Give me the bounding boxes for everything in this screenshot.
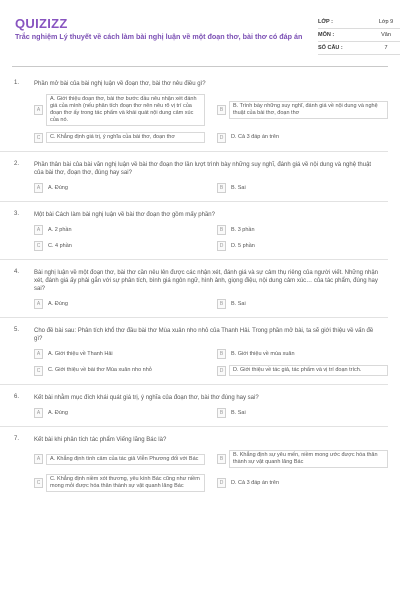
answer-options <box>34 183 388 193</box>
answer-text: D. Giới thiệu về tác giả, tác phẩm và vị trí đoạn trích. <box>229 365 388 376</box>
worksheet-title: Trắc nghiệm Lý thuyết về cách làm bài nghị luận về một đoạn thơ, bài thơ có đáp án <box>15 32 303 41</box>
answer-text: B. Sai <box>231 300 246 307</box>
answer-option-a[interactable] <box>34 225 205 235</box>
answer-option-c[interactable] <box>34 365 205 376</box>
question-item <box>12 211 388 251</box>
question-item <box>12 327 388 376</box>
meta-count-row <box>318 42 400 55</box>
question-divider <box>0 317 388 318</box>
answer-text: C. Giới thiệu về bài thơ Mùa xuân nho nhỏ <box>48 367 152 373</box>
question-number: 7. <box>14 436 20 442</box>
answer-option-b[interactable] <box>217 299 388 309</box>
question-item <box>12 394 388 418</box>
answer-letter-box: B <box>217 349 226 359</box>
answer-options <box>34 408 388 418</box>
header-divider <box>12 66 388 67</box>
meta-class-label: LỚP : <box>318 19 333 25</box>
meta-count-value: 7 <box>384 45 388 51</box>
answer-letter-box: B <box>217 225 226 235</box>
answer-letter-box: A <box>34 183 43 193</box>
answer-text: C. Khẳng định giá trị, ý nghĩa của bài thơ, đoạn thơ <box>46 132 205 143</box>
meta-count-label: SỐ CÂU : <box>318 45 343 51</box>
answer-letter-box: B <box>217 408 226 418</box>
answer-options <box>34 299 388 309</box>
question-divider <box>0 201 388 202</box>
answer-text: B. Trình bày những suy nghĩ, đánh giá về nội dung và nghệ thuật của bài thơ, đoạn thơ <box>229 101 388 119</box>
answer-letter-box: C <box>34 478 43 488</box>
question-number: 6. <box>14 394 20 400</box>
answer-text: B. Sai <box>231 184 246 191</box>
question-number: 1. <box>14 80 20 86</box>
question-item <box>12 80 388 143</box>
answer-text: B. Khẳng định sự yêu mến, niềm mong ước được hóa thân thành sự vật quanh lăng Bác <box>229 450 388 468</box>
question-text: Cho đề bài sau: Phân tích khổ thơ đầu bài thơ Mùa xuân nho nhỏ của Thanh Hải. Trong phần mở bài, ta sẽ giới thiệu về vấn đề gì? <box>34 328 374 342</box>
worksheet-meta <box>318 16 400 55</box>
answer-letter-box: B <box>217 183 226 193</box>
answer-options <box>34 450 388 492</box>
answer-option-a[interactable] <box>34 183 205 193</box>
answer-text: A. 2 phần <box>48 226 72 233</box>
answer-letter-box: C <box>34 366 43 376</box>
answer-letter-box: D <box>217 366 226 376</box>
answer-option-b[interactable] <box>217 450 388 468</box>
answer-option-a[interactable] <box>34 94 205 126</box>
answer-option-c[interactable] <box>34 474 205 492</box>
answer-letter-box: C <box>34 241 43 251</box>
meta-subject-value: Văn <box>381 32 391 38</box>
answer-options <box>34 349 388 376</box>
question-text: Một bài Cách làm bài nghị luận về bài thơ đoạn thơ gồm mấy phần? <box>34 212 215 218</box>
answer-text: D. Cả 3 đáp án trên <box>231 134 280 140</box>
answer-letter-box: B <box>217 454 226 464</box>
question-divider <box>0 384 388 385</box>
answer-letter-box: A <box>34 105 43 115</box>
question-item <box>12 161 388 193</box>
answer-option-b[interactable] <box>217 349 388 359</box>
meta-class-value: Lớp 9 <box>378 19 394 25</box>
question-number: 4. <box>14 269 20 275</box>
answer-letter-box: D <box>217 133 226 143</box>
question-item <box>12 269 388 309</box>
question-divider <box>0 151 388 152</box>
answer-text: B. Giới thiệu về mùa xuân <box>231 350 295 357</box>
answer-text: B. 3 phần <box>231 226 255 233</box>
answer-option-d[interactable] <box>217 474 388 492</box>
answer-letter-box: D <box>217 241 226 251</box>
answer-text: A. Đúng <box>48 300 68 307</box>
answer-text: C. Khẳng định niềm xót thương, yêu kính Bác cũng như niềm mong mỏi được hóa thân thành sự vật quanh lăng Bác <box>46 474 205 492</box>
answer-letter-box: B <box>217 299 226 309</box>
question-text: Kết bài khi phân tích tác phẩm Viếng lăng Bác là? <box>34 437 167 443</box>
question-number: 2. <box>14 161 20 167</box>
answer-option-a[interactable] <box>34 299 205 309</box>
answer-letter-box: C <box>34 133 43 143</box>
answer-option-b[interactable] <box>217 94 388 126</box>
answer-option-b[interactable] <box>217 225 388 235</box>
meta-class-row <box>318 16 400 29</box>
answer-letter-box: A <box>34 299 43 309</box>
answer-letter-box: A <box>34 225 43 235</box>
question-divider <box>0 426 388 427</box>
answer-option-b[interactable] <box>217 183 388 193</box>
answer-letter-box: A <box>34 408 43 418</box>
question-text: Kết bài nhằm mục đích khái quát giá trị, ý nghĩa của đoạn thơ, bài thơ đúng hay sai? <box>34 395 259 401</box>
question-number: 3. <box>14 211 20 217</box>
answer-option-a[interactable] <box>34 408 205 418</box>
meta-subject-label: MÔN : <box>318 32 335 38</box>
answer-letter-box: A <box>34 454 43 464</box>
answer-text: A. Đúng <box>48 409 68 416</box>
meta-subject-row <box>318 29 400 42</box>
answer-option-d[interactable] <box>217 132 388 143</box>
question-text: Phần mở bài của bài nghị luận về đoạn thơ, bài thơ nêu điều gì? <box>34 81 206 87</box>
answer-text: A. Khẳng định tình cảm của tác giả Viễn Phương đối với Bác <box>46 454 205 465</box>
answer-text: A. Đúng <box>48 184 68 191</box>
answer-options <box>34 94 388 143</box>
answer-text: B. Sai <box>231 409 246 416</box>
question-number: 5. <box>14 327 20 333</box>
question-list <box>12 80 388 492</box>
answer-text: A. Giới thiệu đoạn thơ, bài thơ bước đầu nêu nhận xét đánh giá của mình (nếu phân tích đoạn thơ nên nêu rõ vị trí của đoạn thơ ấy trong tác phẩm và khái quát nội dung cảm xúc của nó. <box>46 94 205 126</box>
answer-option-c[interactable] <box>34 241 205 251</box>
answer-text: A. Giới thiệu về Thanh Hải <box>48 350 113 357</box>
answer-option-d[interactable] <box>217 365 388 376</box>
answer-letter-box: A <box>34 349 43 359</box>
answer-text: C. 4 phần <box>48 242 72 249</box>
worksheet-header <box>12 14 394 70</box>
answer-text: D. Cả 3 đáp án trên <box>231 479 280 486</box>
question-text: Phần thân bài của bài văn nghị luận về bài thơ đoạn thơ lần lượt trình bày những suy nghĩ, đánh giá về nội dung và nghệ thuật của bài thơ, đoạn thơ, đúng hay sai? <box>34 162 372 176</box>
question-text: Bài nghị luận về một đoạn thơ, bài thơ cần nêu lên được các nhận xét, đánh giá và sự cảm thụ riêng của người viết. Những nhận xét, đánh giá ấy phải gắn với sự phân tích, bình giá ngôn ngữ, hình ảnh, giọng điệu, nội dung cảm xúc… của tác phẩm, đúng hay sai? <box>34 270 379 292</box>
answer-letter-box: D <box>217 478 226 488</box>
answer-options <box>34 225 388 251</box>
answer-option-b[interactable] <box>217 408 388 418</box>
answer-text: D. 5 phần <box>231 242 255 249</box>
quizizz-logo: QUIZIZZ <box>15 16 68 31</box>
question-item <box>12 436 388 492</box>
question-divider <box>0 259 388 260</box>
answer-option-a[interactable] <box>34 349 205 359</box>
answer-letter-box: B <box>217 105 226 115</box>
answer-option-a[interactable] <box>34 450 205 468</box>
answer-option-c[interactable] <box>34 132 205 143</box>
answer-option-d[interactable] <box>217 241 388 251</box>
